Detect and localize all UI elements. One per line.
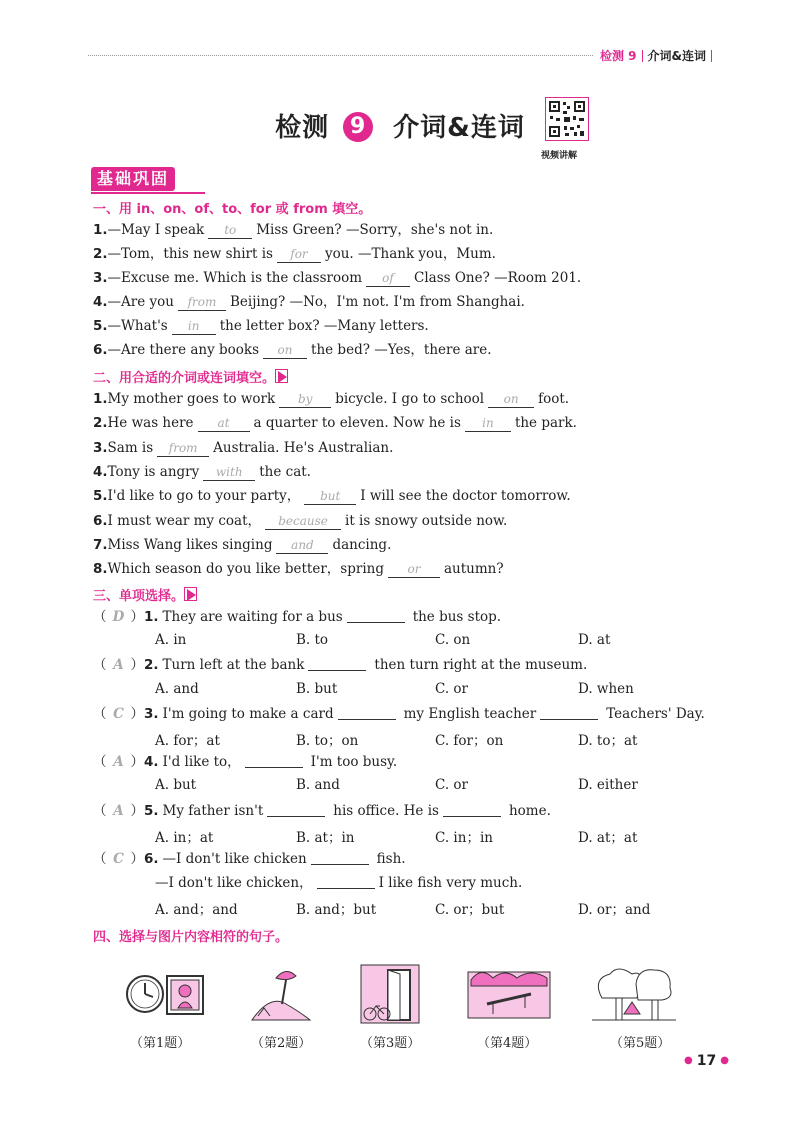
page-title [0,107,800,144]
question-blank [443,802,501,817]
item-number: 1. [93,222,108,238]
question-blank [338,705,396,720]
question-text: My father isn't [162,802,264,819]
item-text-after: Miss Green? —Sorry，she's not in. [256,222,494,238]
question-blank [311,850,369,865]
item-text-after: Class One? —Room 201. [414,270,582,286]
exercise-line [93,293,525,311]
exercise-line [93,439,393,457]
question-text: I'd like to， [162,754,241,771]
title-left: 检测 [275,113,330,143]
qr-code-icon[interactable] [545,97,589,141]
option-c[interactable]: C. or [435,680,469,697]
item-text-before: Miss Wang likes singing [107,536,273,553]
picture-caption: （第5题） [610,1036,671,1051]
option-c[interactable]: C. or；but [435,902,505,919]
option-d[interactable]: D. to；at [578,733,638,749]
question-line: （ D ）1. They are waiting for a bus the bus stop. [93,609,502,625]
option-b[interactable]: B. but [296,680,338,697]
answer-blank[interactable]: with [203,465,255,481]
item-number: 6. [93,512,108,529]
question-blank [267,802,325,817]
question-text: Turn left at the bank [162,657,305,674]
header-divider-end [711,50,712,62]
item-number: 4. [93,463,108,480]
question-line: （ C ）6. —I don't like chicken fish. [93,851,406,867]
item-number: 3. [93,439,108,456]
question-blank [540,705,598,720]
tree-on-hill-picture-icon [250,964,312,1024]
header-rule [88,55,593,56]
item-number: 4. [93,294,108,310]
question-text: Teachers' Day. [606,705,705,722]
item-number: 7. [93,536,108,553]
option-c[interactable]: C. on [435,632,471,649]
item-text-middle: Australia. He's Australian. [213,439,394,456]
item-number: 5. [93,318,108,334]
exercise-line [93,414,577,432]
exercise-line [93,536,391,554]
answer-choice[interactable]: A [113,657,124,674]
question-line: （ A ）4. I'd like to， I'm too busy. [93,754,398,771]
title-right: 介词&连词 [393,113,525,143]
item-text-middle: a quarter to eleven. Now he is [253,415,461,432]
item-number: 2. [93,415,108,432]
question-text: his office. He is [333,802,439,819]
park-bench-picture-icon [467,964,551,1024]
option-a[interactable]: A. and [155,680,199,697]
item-text-after: Beijing? —No，I'm not. I'm from Shanghai. [229,294,525,310]
question-blank [308,656,366,671]
question-line-continued [155,874,522,892]
option-a[interactable]: A. in；at [155,829,214,846]
header-divider [642,50,643,62]
qr-caption: 视频讲解 [541,151,578,161]
item-text-after: foot. [538,391,570,407]
question-number: 5. [144,802,159,819]
item-text-after: you. —Thank you，Mum. [324,246,496,262]
question-text: —I don't like chicken， [155,875,313,892]
answer-blank[interactable]: to [208,223,252,239]
section-banner: 基础巩固 [91,167,175,191]
option-c[interactable]: C. or [435,777,469,794]
question-text: I like fish very much. [378,875,523,892]
question-line: （ A ）2. Turn left at the bank then turn right at the museum. [93,657,588,674]
question-line: （ C ）3. I'm going to make a card my English teacher Teachers' Day. [93,705,705,722]
option-d[interactable]: D. at [578,632,611,649]
option-c[interactable]: C. for；on [435,733,504,749]
section-3-heading-text: 三、单项选择。 [93,589,185,604]
question-number: 3. [144,705,159,722]
exercise-line [93,560,504,578]
item-text-middle: the cat. [259,463,311,480]
section-1-heading: 一、用 in、on、of、to、for 或 from 填空。 [93,202,372,217]
exercise-line [93,341,492,359]
running-header [600,47,717,64]
option-d[interactable]: D. or；and [578,902,651,919]
title-number-badge: 9 [343,112,373,142]
answer-blank[interactable]: from [178,295,226,311]
answer-choice[interactable]: C [113,851,124,867]
item-text-before: —Tom，this new shirt is [107,246,273,262]
item-text-middle: I will see the doctor tomorrow. [360,488,571,505]
item-text-before: —Excuse me. Which is the classroom [107,270,363,286]
exercise-line [93,390,569,408]
door-and-bicycle-picture-icon [360,964,420,1024]
option-b[interactable]: B. at；in [296,829,355,846]
picture-caption: （第1题） [130,1036,191,1051]
option-a[interactable]: A. but [155,777,197,794]
page-number-text: 17 [696,1053,717,1069]
header-section: 检测 9 [600,49,637,63]
option-d[interactable]: D. either [578,777,638,794]
item-text-after: the letter box? —Many letters. [219,318,429,334]
answer-blank[interactable]: from [157,441,209,457]
question-line: （ A ）5. My father isn't his office. He is home. [93,802,551,819]
item-number: 3. [93,270,108,286]
item-text-before: —What's [107,318,168,334]
item-text-before: —May I speak [107,222,205,238]
exercise-line [93,463,311,481]
item-text-after: the bed? —Yes，there are. [311,342,492,358]
exercise-line [93,269,581,287]
section-2-heading-text: 二、用合适的介词或连词填空。 [93,371,276,386]
answer-choice[interactable]: D [112,609,125,625]
section-3-heading [93,585,196,604]
question-number: 1. [144,609,159,625]
option-d[interactable]: D. at；at [578,829,638,846]
question-text: I'm going to make a card [162,705,334,722]
option-b[interactable]: B. and [296,777,340,794]
item-text-middle: dancing. [332,536,392,553]
exercise-line [93,487,571,505]
item-text-before: Tony is angry [107,463,200,480]
answer-choice[interactable]: A [113,802,124,819]
item-text-middle: it is snowy outside now. [345,512,508,529]
item-text-before: My mother goes to work [107,391,276,407]
picture-caption: （第4题） [477,1036,538,1051]
item-text-before: I must wear my coat， [107,512,262,529]
answer-blank[interactable]: in [465,416,511,432]
option-b[interactable]: B. and；but [296,902,377,919]
question-text: I'm too busy. [310,754,398,771]
exercise-line [93,512,507,530]
option-c[interactable]: C. in；in [435,829,493,846]
answer-blank[interactable]: in [172,319,216,335]
question-text: then turn right at the museum. [374,657,588,674]
item-text-after: the park. [514,415,577,432]
option-a[interactable]: A. in [155,632,187,649]
question-number: 4. [144,754,159,771]
item-number: 5. [93,488,108,505]
item-text-before: —Are you [107,294,174,310]
option-a[interactable]: A. for；at [155,733,220,749]
page-number: ● 17 ● [684,1053,729,1069]
question-number: 2. [144,657,159,674]
exercise-line [93,245,496,263]
header-topic: 介词&连词 [647,49,706,63]
picture-caption: （第3题） [360,1036,421,1051]
trees-picture-icon [592,964,676,1024]
answer-blank[interactable]: and [276,538,328,554]
answer-blank[interactable]: at [198,416,250,432]
answer-blank[interactable]: on [488,392,534,408]
question-text: home. [508,802,551,819]
question-text: my English teacher [403,705,537,722]
answer-blank[interactable]: on [263,343,307,359]
item-number: 2. [93,246,108,262]
item-number: 6. [93,342,108,358]
option-d[interactable]: D. when [578,680,634,697]
section-2-heading [93,367,287,386]
play-video-icon[interactable] [187,589,196,601]
item-number: 8. [93,561,108,578]
item-text-before: Sam is [107,439,154,456]
option-b[interactable]: B. to [296,632,329,649]
question-blank [245,753,303,768]
item-text-before: I'd like to go to your party， [107,488,301,505]
question-text: —I don't like chicken [162,851,307,867]
answer-blank[interactable]: or [388,562,440,578]
question-text: fish. [376,851,406,867]
answer-blank[interactable]: but [304,489,356,505]
option-b[interactable]: B. to；on [296,733,359,749]
answer-blank[interactable]: because [265,514,341,530]
question-text: They are waiting for a bus [162,609,343,625]
answer-choice[interactable]: C [113,705,124,722]
section-4-heading: 四、选择与图片内容相符的句子。 [93,930,289,945]
question-blank [347,608,405,623]
answer-blank[interactable]: by [279,392,331,408]
item-number: 1. [93,391,108,407]
item-text-before: Which season do you like better，spring [107,561,384,578]
exercise-line [93,317,429,335]
option-a[interactable]: A. and；and [155,902,238,919]
item-text-middle: bicycle. I go to school [335,391,485,407]
item-text-before: He was here [107,415,194,432]
answer-blank[interactable]: for [277,247,321,263]
exercise-line [93,221,493,239]
answer-blank[interactable]: of [366,271,410,287]
question-blank [317,874,375,889]
picture-caption: （第2题） [251,1036,312,1051]
question-number: 6. [144,851,159,867]
item-text-before: —Are there any books [107,342,260,358]
answer-choice[interactable]: A [113,754,124,771]
question-text: the bus stop. [412,609,502,625]
play-video-icon[interactable] [278,371,287,383]
clock-picture-icon [123,964,207,1024]
item-text-middle: autumn? [443,561,504,578]
